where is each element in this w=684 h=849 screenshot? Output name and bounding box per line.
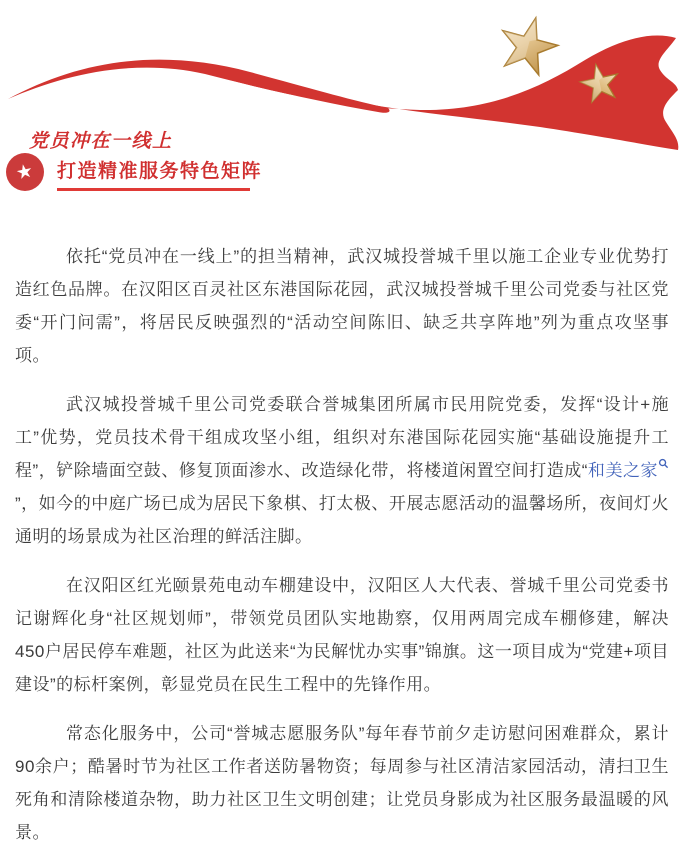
text-run: 依托“党员冲在一线上”的担当精神，武汉城投誉城千里以施工企业专业优势打造红色品牌。在汉阳区百灵社区东港国际花园，武汉城投誉城千里公司党委与社区党委“开门问需”，将居民反映强烈的“活动空间陈旧、缺乏共享阵地”列为重点攻坚事项。 bbox=[15, 247, 669, 365]
paragraph bbox=[15, 569, 669, 701]
search-icon[interactable] bbox=[658, 461, 669, 472]
paragraph bbox=[15, 240, 669, 372]
paragraph bbox=[15, 717, 669, 849]
article bbox=[0, 200, 684, 849]
page-subtitle: 打造精准服务特色矩阵 bbox=[57, 161, 263, 182]
star-badge-icon bbox=[6, 153, 44, 191]
header-banner bbox=[0, 0, 684, 200]
paragraph bbox=[15, 388, 669, 553]
ribbon-tail bbox=[8, 60, 390, 113]
gold-star-icon bbox=[494, 11, 563, 78]
text-run: 武汉城投誉城千里公司党委联合誉城集团所属市民用院党委，发挥“设计+施工”优势，党员技术骨干组成攻坚小组，组织对东港国际花园实施“基础设施提升工程”，铲除墙面空鼓、修复顶面渗水、改造绿化带，将楼道闲置空间打造成“ bbox=[15, 395, 669, 480]
text-run: 在汉阳区红光颐景苑电动车棚建设中，汉阳区人大代表、誉城千里公司党委书记谢辉化身“社区规划师”，带领党员团队实地勘察，仅用两周完成车棚修建，解决450户居民停车难题，社区为此送来“为民解忧办实事”锦旗。这一项目成为“党建+项目建设”的标杆案例，彰显党员在民生工程中的先锋作用。 bbox=[15, 576, 669, 694]
inline-link[interactable]: 和美之家 bbox=[587, 461, 658, 480]
subtitle-underline bbox=[57, 188, 250, 191]
text-run: ”，如今的中庭广场已成为居民下象棋、打太极、开展志愿活动的温馨场所，夜间灯火通明的场景成为社区治理的鲜活注脚。 bbox=[15, 494, 669, 546]
page-title: 党员冲在一线上 bbox=[29, 131, 173, 152]
white-star-icon: ★ bbox=[14, 159, 36, 185]
text-run: 常态化服务中，公司“誉城志愿服务队”每年春节前夕走访慰问困难群众，累计90余户；酷暑时节为社区工作者送防暑物资；每周参与社区清洁家园活动，清扫卫生死角和清除楼道杂物，助力社区卫生文明创建；让党员身影成为社区服务最温暖的风景。 bbox=[15, 724, 669, 842]
